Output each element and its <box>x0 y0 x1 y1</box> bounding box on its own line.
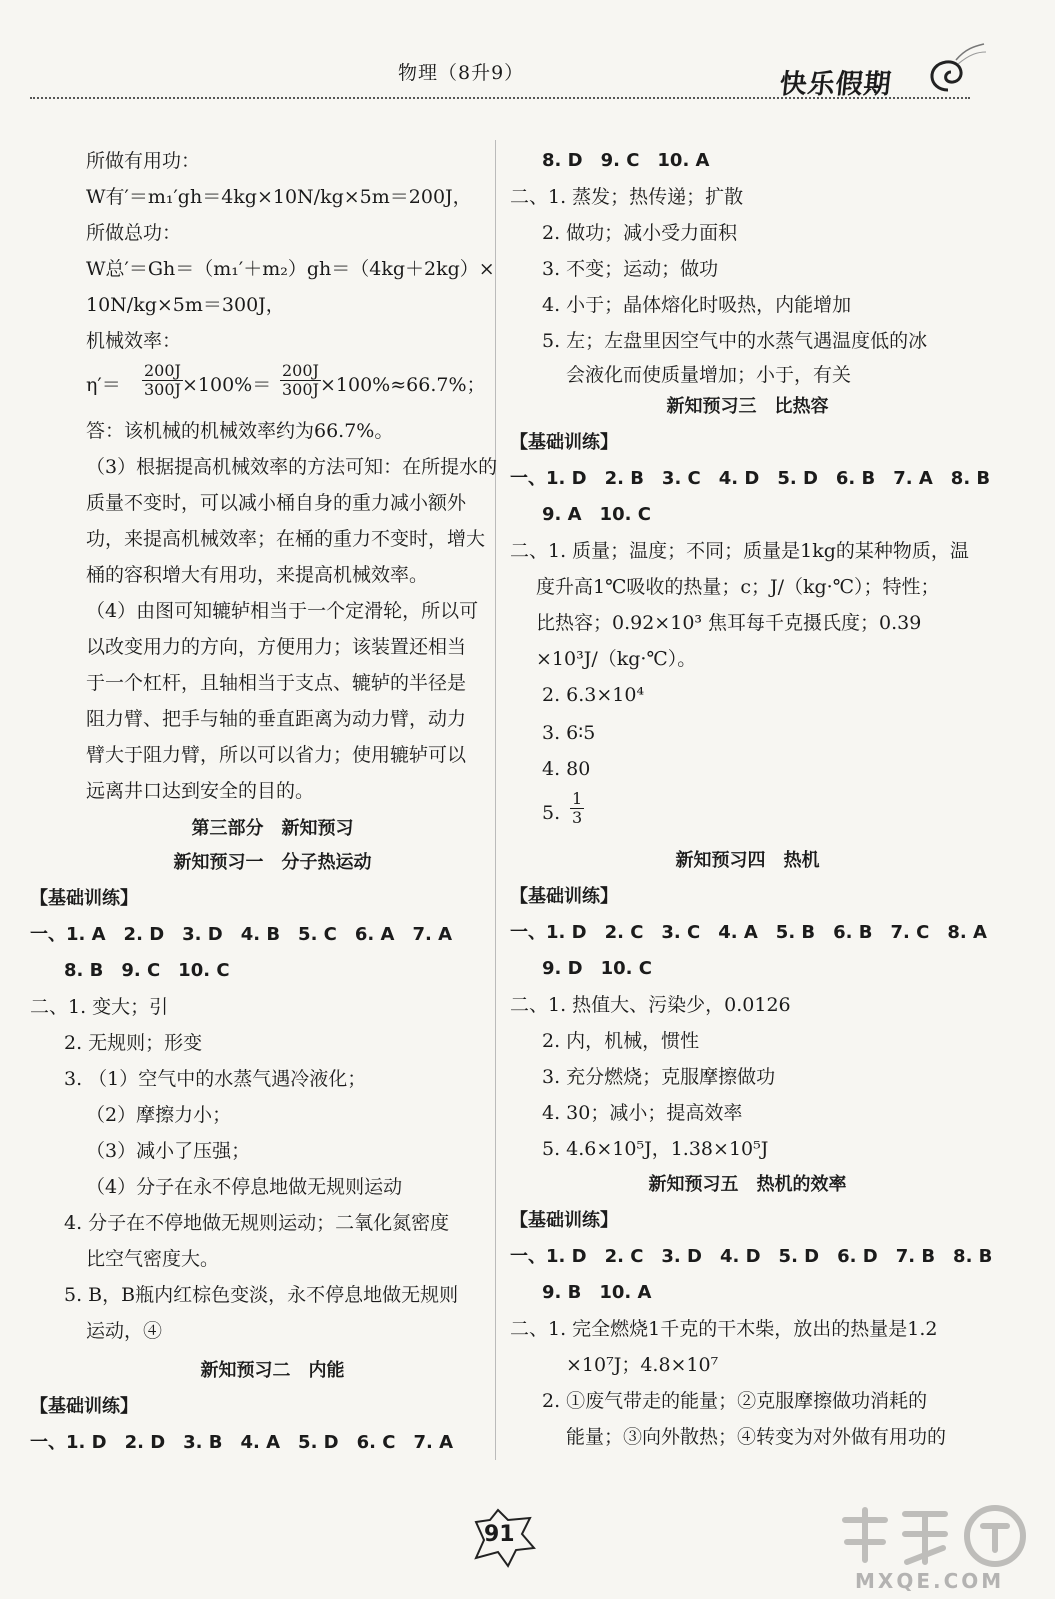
text-line: （3）根据提高机械效率的方法可知：在所提水的 <box>86 456 498 478</box>
basic-training-label: 【基础训练】 <box>30 888 138 909</box>
fraction-denominator: 300J <box>144 380 181 399</box>
answer-line: 能量；③向外散热；④转变为对外做有用功的 <box>566 1426 947 1448</box>
swirl-logo-icon <box>918 40 988 100</box>
text-line: 所做有用功： <box>86 150 201 172</box>
page-number: 91 <box>484 1522 515 1547</box>
answer-line: 8. D 9. C 10. A <box>542 150 710 171</box>
text-line: 质量不变时，可以减小桶自身的重力减小额外 <box>86 492 467 514</box>
header-divider <box>30 97 970 99</box>
basic-training-label: 【基础训练】 <box>510 432 618 453</box>
answer-line: 4. 30；减小；提高效率 <box>542 1102 743 1124</box>
answer-line: 运动，④ <box>86 1320 163 1342</box>
answer-line: 2. 无规则；形变 <box>64 1032 203 1054</box>
answer-line: （3）减小了压强； <box>86 1140 251 1162</box>
answer-line: 二、1. 变大；引 <box>30 996 169 1018</box>
fraction-numerator: 200J <box>282 361 319 380</box>
answer-line: 4. 小于；晶体熔化时吸热，内能增加 <box>542 294 852 316</box>
text-line: 阻力臂、把手与轴的垂直距离为动力臂，动力 <box>86 708 467 730</box>
fraction-numerator: 200J <box>144 361 181 380</box>
answer-line: 5. <box>542 802 561 824</box>
fraction-one-third <box>570 790 584 827</box>
text-line: 功，来提高机械效率；在桶的重力不变时，增大 <box>86 528 486 550</box>
answer-line: 8. B 9. C 10. C <box>64 960 230 981</box>
answer-line: 二、1. 完全燃烧1千克的干木柴，放出的热量是1.2 <box>510 1318 938 1340</box>
answer-line: 3. 6∶5 <box>542 722 596 744</box>
brand-title: 快乐假期 <box>778 69 894 100</box>
text-line: 机械效率： <box>86 330 182 352</box>
part-heading: 第三部分 新知预习 <box>191 818 354 839</box>
fraction-denominator: 3 <box>572 808 583 827</box>
answer-line: 5. 左；左盘里因空气中的水蒸气遇温度低的冰 <box>542 330 928 352</box>
answer-line: （2）摩擦力小； <box>86 1104 232 1126</box>
efficiency-suffix-b: ×100%≈66.7%； <box>320 374 486 396</box>
text-line: 以改变用力的方向，方便用力；该装置还相当 <box>86 636 467 658</box>
efficiency-prefix: η′＝ <box>86 374 121 396</box>
page-header <box>0 0 1055 105</box>
basic-training-label: 【基础训练】 <box>30 1396 138 1417</box>
answer-line: 二、1. 质量；温度；不同；质量是1kg的某种物质，温 <box>510 540 969 562</box>
text-line: 远离井口达到安全的目的。 <box>86 780 315 802</box>
answer-line: 9. A 10. C <box>542 504 651 525</box>
answer-line: 一、1. D 2. C 3. D 4. D 5. D 6. D 7. B 8. B <box>510 1246 993 1267</box>
answer-line: 5. 4.6×10⁵J，1.38×10⁵J <box>542 1138 769 1160</box>
watermark-logo <box>835 1500 1045 1595</box>
answer-line: 3. 充分燃烧；克服摩擦做功 <box>542 1066 776 1088</box>
section-heading: 新知预习一 分子热运动 <box>173 852 372 873</box>
fraction-work-ratio <box>280 362 321 399</box>
answer-line: 比空气密度大。 <box>86 1248 220 1270</box>
svg-text:MXQE.COM: MXQE.COM <box>855 1569 1005 1593</box>
formula-line: W有′＝m₁′gh＝4kg×10N/kg×5m＝200J， <box>86 186 472 208</box>
fraction-numerator: 1 <box>572 789 583 808</box>
section-heading: 新知预习二 内能 <box>200 1360 345 1381</box>
answer-line: 会液化而使质量增加；小于，有关 <box>566 364 852 386</box>
efficiency-suffix-a: ×100%＝ <box>182 374 272 396</box>
answer-line: 2. 做功；减小受力面积 <box>542 222 738 244</box>
answer-line: 9. D 10. C <box>542 958 652 979</box>
section-heading: 新知预习五 热机的效率 <box>648 1174 847 1195</box>
basic-training-label: 【基础训练】 <box>510 1210 618 1231</box>
answer-line: 3. （1）空气中的水蒸气遇冷液化； <box>64 1068 367 1090</box>
section-heading: 新知预习三 比热容 <box>666 396 829 417</box>
answer-line: 2. 6.3×10⁴ <box>542 684 645 706</box>
answer-line: ×10³J/（kg·℃）。 <box>536 648 697 670</box>
answer-line: 2. ①废气带走的能量；②克服摩擦做功消耗的 <box>542 1390 928 1412</box>
answer-line: 一、1. D 2. D 3. B 4. A 5. D 6. C 7. A <box>30 1432 454 1453</box>
answer-line: 二、1. 热值大、污染少，0.0126 <box>510 994 791 1016</box>
fraction-work-ratio <box>142 362 183 399</box>
answer-line: 5. B，B瓶内红棕色变淡，永不停息地做无规则 <box>64 1284 459 1306</box>
basic-training-label: 【基础训练】 <box>510 886 618 907</box>
answer-line: 9. B 10. A <box>542 1282 652 1303</box>
text-line: 答：该机械的机械效率约为66.7%。 <box>86 420 394 442</box>
text-line: 于一个杠杆，且轴相当于支点、辘轳的半径是 <box>86 672 467 694</box>
column-divider <box>495 140 496 1460</box>
fraction-denominator: 300J <box>282 380 319 399</box>
answer-line: ×10⁷J；4.8×10⁷ <box>566 1354 719 1376</box>
section-heading: 新知预习四 热机 <box>675 850 820 871</box>
answer-line: 4. 80 <box>542 758 591 780</box>
answer-line: （4）分子在永不停息地做无规则运动 <box>86 1176 403 1198</box>
answer-line: 一、1. A 2. D 3. D 4. B 5. C 6. A 7. A <box>30 924 453 945</box>
answer-line: 一、1. D 2. B 3. C 4. D 5. D 6. B 7. A 8. B <box>510 468 991 489</box>
text-line: 所做总功： <box>86 222 182 244</box>
text-line: 臂大于阻力臂，所以可以省力；使用辘轳可以 <box>86 744 467 766</box>
answer-line: 度升高1℃吸收的热量；c；J/（kg·℃）；特性； <box>536 576 940 598</box>
answer-line: 二、1. 蒸发；热传递；扩散 <box>510 186 744 208</box>
formula-line: W总′＝Gh＝（m₁′＋m₂）gh＝（4kg＋2kg）× <box>86 258 495 280</box>
answer-line: 2. 内，机械，惯性 <box>542 1030 700 1052</box>
answer-line: 一、1. D 2. C 3. C 4. A 5. B 6. B 7. C 8. A <box>510 922 987 943</box>
text-line: 桶的容积增大有用功，来提高机械效率。 <box>86 564 429 586</box>
answer-line: 4. 分子在不停地做无规则运动；二氧化氮密度 <box>64 1212 450 1234</box>
answer-line: 比热容；0.92×10³ 焦耳每千克摄氏度；0.39 <box>536 612 922 634</box>
formula-line: 10N/kg×5m＝300J， <box>86 294 285 316</box>
answer-line: 3. 不变；运动；做功 <box>542 258 719 280</box>
subject-title: 物理（8升9） <box>398 62 525 84</box>
text-line: （4）由图可知辘轳相当于一个定滑轮，所以可 <box>86 600 479 622</box>
